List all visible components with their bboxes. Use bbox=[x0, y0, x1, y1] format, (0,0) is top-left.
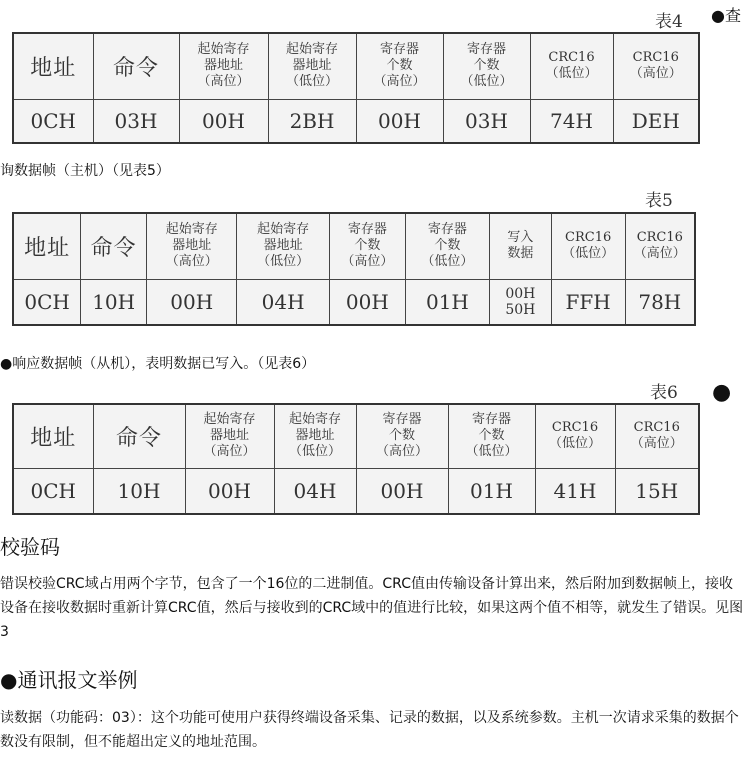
table6-header: 寄存器 个数 （低位） bbox=[448, 404, 535, 468]
table4-header: 起始寄存 器地址 （高位） bbox=[179, 33, 268, 99]
table5-header: CRC16 （高位） bbox=[625, 213, 695, 279]
bullet-right: ● bbox=[712, 380, 732, 405]
table6-header-row bbox=[13, 404, 699, 468]
table4-header: 寄存器 个数 （高位） bbox=[356, 33, 443, 99]
table4-header: 命令 bbox=[93, 33, 179, 99]
table6-header: 起始寄存 器地址 （高位） bbox=[185, 404, 274, 468]
table6-header: 地址 bbox=[13, 404, 93, 468]
table4-header: CRC16 （高位） bbox=[613, 33, 699, 99]
table4-cell: 0CH bbox=[13, 99, 93, 143]
table5-cell: 01H bbox=[405, 279, 489, 325]
table5-label: 表5 bbox=[645, 191, 673, 211]
table5-header: 寄存器 个数 （低位） bbox=[405, 213, 489, 279]
table6-cell: 01H bbox=[448, 468, 535, 514]
table5-cell: 00H bbox=[329, 279, 405, 325]
table5-value-row bbox=[13, 279, 695, 325]
table4-cell: 03H bbox=[93, 99, 179, 143]
example-heading: ●通讯报文举例 bbox=[0, 668, 138, 692]
table6-header: 寄存器 个数 （高位） bbox=[356, 404, 448, 468]
table5-header: 寄存器 个数 （高位） bbox=[329, 213, 405, 279]
example-paragraph: 读数据（功能码：03）：这个功能可使用户获得终端设备采集、记录的数据，以及系统参数。主机一次请求采集的数据个数没有限制，但不能超出定义的地址范围。 bbox=[0, 710, 739, 750]
table6-header: 起始寄存 器地址 （低位） bbox=[274, 404, 356, 468]
table5-header: 起始寄存 器地址 （高位） bbox=[147, 213, 237, 279]
table4-cell: 00H bbox=[356, 99, 443, 143]
table5 bbox=[12, 212, 696, 326]
table6-header: CRC16 （高位） bbox=[615, 404, 699, 468]
table4-cell: DEH bbox=[613, 99, 699, 143]
table4-cell: 2BH bbox=[268, 99, 356, 143]
table5-header: 写入 数据 bbox=[490, 213, 552, 279]
table6-label: 表6 bbox=[650, 383, 678, 403]
table6-header: CRC16 （低位） bbox=[535, 404, 615, 468]
table6-cell: 10H bbox=[93, 468, 185, 514]
table4 bbox=[12, 32, 700, 144]
table6-cell: 0CH bbox=[13, 468, 93, 514]
table5-cell: 0CH bbox=[13, 279, 81, 325]
table4-label: 表4 bbox=[655, 12, 683, 32]
table4-cell: 03H bbox=[443, 99, 530, 143]
table6-cell: 15H bbox=[615, 468, 699, 514]
table4-header-row bbox=[13, 33, 699, 99]
table6-cell: 00H bbox=[185, 468, 274, 514]
top-right-text: ●查 bbox=[711, 6, 741, 25]
table5-cell: 00H 50H bbox=[490, 279, 552, 325]
table5-header: CRC16 （低位） bbox=[551, 213, 625, 279]
table4-header: CRC16 （低位） bbox=[530, 33, 613, 99]
crc-heading: 校验码 bbox=[0, 535, 60, 559]
table5-header: 命令 bbox=[81, 213, 147, 279]
table5-cell: FFH bbox=[551, 279, 625, 325]
table6-cell: 00H bbox=[356, 468, 448, 514]
table5-caption: 询数据帧（主机）（见表5） bbox=[0, 163, 170, 179]
table5-cell: 78H bbox=[625, 279, 695, 325]
table4-value-row bbox=[13, 99, 699, 143]
table6-caption: ●响应数据帧（从机），表明数据已写入。（见表6） bbox=[0, 356, 316, 372]
table5-header-row bbox=[13, 213, 695, 279]
table6-cell: 41H bbox=[535, 468, 615, 514]
crc-paragraph: 错误校验CRC域占用两个字节，包含了一个16位的二进制值。CRC值由传输设备计算出来，然后附加到数据帧上，接收设备在接收数据时重新计算CRC值，然后与接收到的CRC域中的值进行比较，如果这两个值不相等，就发生了错误。见图3 bbox=[0, 576, 744, 640]
table4-cell: 00H bbox=[179, 99, 268, 143]
table6-value-row bbox=[13, 468, 699, 514]
table5-header: 地址 bbox=[13, 213, 81, 279]
table4-header: 寄存器 个数 （低位） bbox=[443, 33, 530, 99]
table6-cell: 04H bbox=[274, 468, 356, 514]
table5-cell: 10H bbox=[81, 279, 147, 325]
table4-header: 地址 bbox=[13, 33, 93, 99]
table5-header: 起始寄存 器地址 （低位） bbox=[237, 213, 329, 279]
table6-header: 命令 bbox=[93, 404, 185, 468]
table5-cell: 00H bbox=[147, 279, 237, 325]
table4-cell: 74H bbox=[530, 99, 613, 143]
table4-header: 起始寄存 器地址 （低位） bbox=[268, 33, 356, 99]
table6 bbox=[12, 403, 700, 515]
table5-cell: 04H bbox=[237, 279, 329, 325]
